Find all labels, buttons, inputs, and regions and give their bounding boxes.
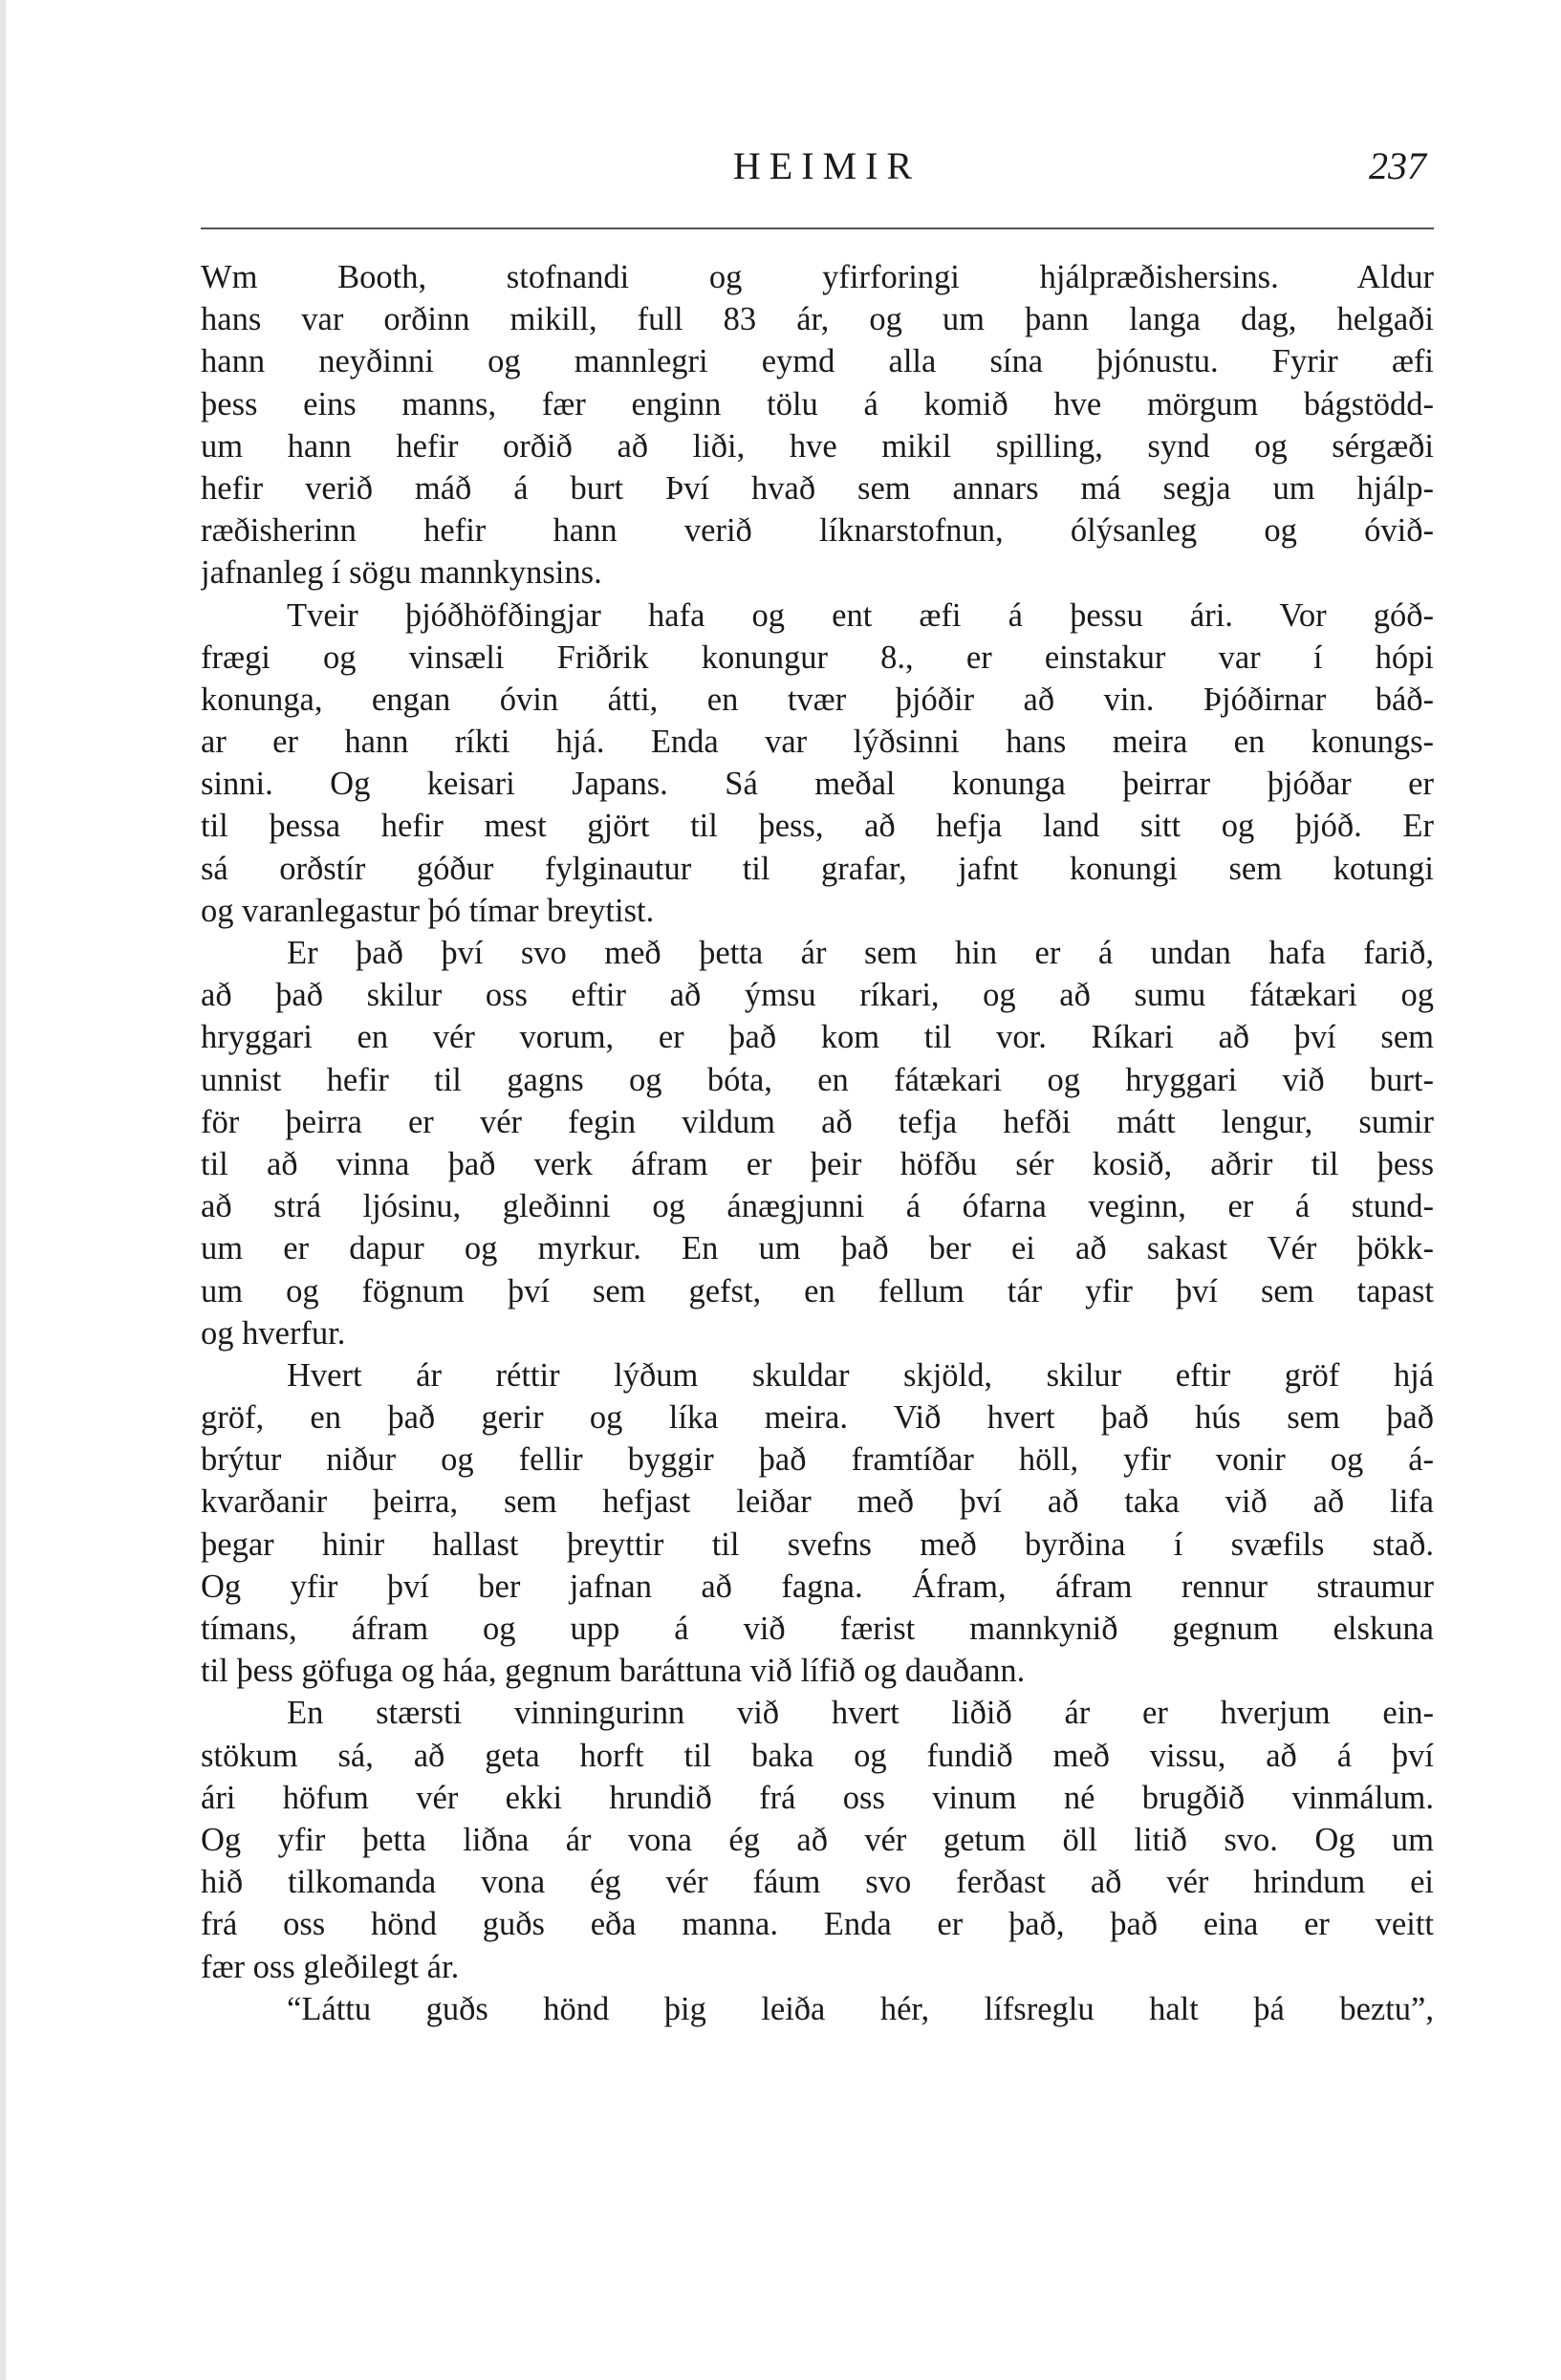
text-line: jafnanleg í sögu mannkynsins.	[201, 554, 602, 592]
text-line: Og yfir því ber jafnan að fagna. Áfram, áfram rennur straumur	[201, 1568, 1434, 1605]
text-line: þess eins manns, fær enginn tölu á komið hve mörgum bágstödd-	[201, 385, 1434, 422]
text-line: ræðisherinn hefir hann verið líknarstofnun, ólýsanleg og óvið-	[201, 512, 1434, 550]
header-rule	[201, 227, 1434, 229]
text-line: hans var orðinn mikill, full 83 ár, og um þann langa dag, helgaði	[201, 301, 1434, 338]
text-line: sá orðstír góður fylginautur til grafar, jafnt konungi sem kotungi	[201, 850, 1434, 887]
text-line: En stærsti vinningurinn við hvert liðið ár er hverjum ein-	[287, 1695, 1434, 1732]
page-header	[201, 143, 1434, 210]
text-line: Hvert ár réttir lýðum skuldar skjöld, skilur eftir gröf hjá	[287, 1356, 1434, 1394]
text-line: brýtur niður og fellir byggir það framtíðar höll, yfir vonir og á-	[201, 1441, 1434, 1479]
text-line: “Láttu guðs hönd þig leiða hér, lífsreglu halt þá beztu”,	[287, 1990, 1434, 2027]
book-page	[201, 143, 1434, 2027]
running-title: HEIMIR	[732, 144, 921, 187]
text-line: Og yfir þetta liðna ár vona ég að vér getum öll litið svo. Og um	[201, 1821, 1434, 1858]
page-edge	[0, 0, 6, 2380]
body-text	[201, 256, 1434, 2030]
text-line: unnist hefir til gagns og bóta, en fátækari og hryggari við burt-	[201, 1061, 1434, 1098]
text-line: fær oss gleðilegt ár.	[201, 1948, 460, 1985]
text-line: Tveir þjóðhöfðingjar hafa og ent æfi á þessu ári. Vor góð-	[287, 596, 1434, 634]
text-line: hryggari en vér vorum, er það kom til vor. Ríkari að því sem	[201, 1019, 1434, 1056]
text-line: um er dapur og myrkur. En um það ber ei að sakast Vér þökk-	[201, 1230, 1434, 1267]
text-line: sinni. Og keisari Japans. Sá meðal konunga þeirrar þjóðar er	[201, 766, 1434, 803]
text-line: til að vinna það verk áfram er þeir höfðu sér kosið, aðrir til þess	[201, 1145, 1434, 1182]
text-line: frægi og vinsæli Friðrik konungur 8., er einstakur var í hópi	[201, 638, 1434, 676]
text-line: frá oss hönd guðs eða manna. Enda er það, það eina er veitt	[201, 1906, 1434, 1943]
text-line: að það skilur oss eftir að ýmsu ríkari, og að sumu fátækari og	[201, 977, 1434, 1014]
text-line: kvarðanir þeirra, sem hefjast leiðar með því að taka við að lifa	[201, 1483, 1434, 1521]
text-line: og hverfur.	[201, 1314, 346, 1352]
text-line: ar er hann ríkti hjá. Enda var lýðsinni hans meira en konungs-	[201, 724, 1434, 761]
text-line: gröf, en það gerir og líka meira. Við hvert það hús sem það	[201, 1399, 1434, 1437]
text-line: hefir verið máð á burt Því hvað sem annars má segja um hjálp-	[201, 469, 1434, 507]
text-line: að strá ljósinu, gleðinni og ánægjunni á ófarna veginn, er á stund-	[201, 1188, 1434, 1225]
text-line: hið tilkomanda vona ég vér fáum svo ferðast að vér hrindum ei	[201, 1864, 1434, 1901]
text-line: stökum sá, að geta horft til baka og fundið með vissu, að á því	[201, 1737, 1434, 1774]
text-line: hann neyðinni og mannlegri eymd alla sína þjónustu. Fyrir æfi	[201, 343, 1434, 380]
text-line: ári höfum vér ekki hrundið frá oss vinum né brugðið vinmálum.	[201, 1779, 1434, 1816]
text-line: um og fögnum því sem gefst, en fellum tár yfir því sem tapast	[201, 1272, 1434, 1309]
text-line: Er það því svo með þetta ár sem hin er á undan hafa farið,	[287, 935, 1434, 971]
text-line: tímans, áfram og upp á við færist mannkynið gegnum elskuna	[201, 1611, 1434, 1647]
page-number: 237	[1369, 144, 1426, 187]
text-line: för þeirra er vér fegin vildum að tefja hefði mátt lengur, sumir	[201, 1103, 1434, 1140]
text-line: og varanlegastur þó tímar breytist.	[201, 892, 655, 929]
text-line: til þessa hefir mest gjört til þess, að hefja land sitt og þjóð. Er	[201, 808, 1434, 845]
text-line: þegar hinir hallast þreyttir til svefns með byrðina í svæfils stað.	[201, 1525, 1434, 1563]
text-line: til þess göfuga og háa, gegnum baráttuna við lífið og dauðann.	[201, 1653, 1026, 1690]
text-line: um hann hefir orðið að liði, hve mikil spilling, synd og sérgæði	[201, 427, 1434, 465]
text-line: konunga, engan óvin átti, en tvær þjóðir að vin. Þjóðirnar báð-	[201, 681, 1434, 718]
text-line: Wm Booth, stofnandi og yfirforingi hjálpræðishersins. Aldur	[201, 259, 1434, 295]
